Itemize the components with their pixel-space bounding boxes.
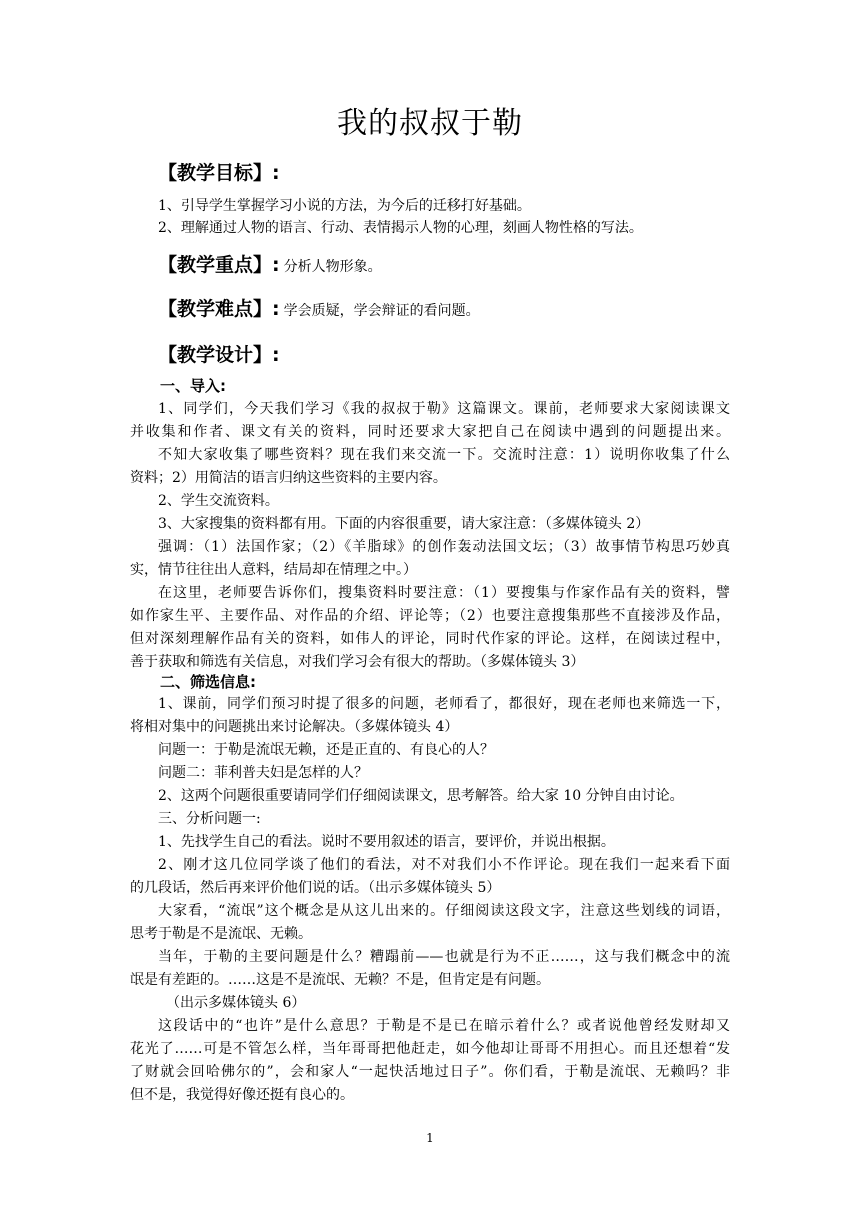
document-title: 我的叔叔于勒: [337, 106, 523, 141]
paragraph-line: 如作家生平、主要作品、对作品的介绍、评论等；（2）也要注意搜集那些不直接涉及作品，: [130, 608, 730, 624]
paragraph-line: 将相对集中的问题挑出来讨论解决。（多媒体镜头 4）: [130, 719, 459, 735]
paragraph-line: 问题二：菲利普夫妇是怎样的人？: [158, 765, 368, 781]
key-point-row: [158, 252, 382, 280]
paragraph-line: 1、课前，同学们预习时提了很多的问题，老师看了，都很好，现在老师也来筛选一下，: [158, 696, 730, 712]
paragraph-line: 善于获取和筛选有关信息，对我们学习会有很大的帮助。（多媒体镜头 3）: [130, 654, 585, 670]
section-2-heading: 二、筛选信息:: [160, 673, 256, 691]
paragraph-line: 思考于勒是不是流氓、无赖。: [130, 926, 312, 942]
paragraph-line: 并收集和作者、课文有关的资料，同时还要求大家把自己在阅读中遇到的问题提出来。: [130, 424, 730, 440]
paragraph-line: 但对深刻理解作品有关的资料，如伟人的评论，同时代作家的评论。这样，在阅读过程中，: [130, 631, 730, 647]
paragraph-line: 的几段话，然后再来评价他们说的话。（出示多媒体镜头 5）: [130, 880, 501, 896]
paragraph-line: 大家看，“流氓”这个概念是从这儿出来的。仔细阅读这段文字，注意这些划线的词语，: [158, 903, 730, 919]
key-point-heading: 【教学重点】:: [158, 254, 280, 276]
section-3-heading: 三、分析问题一:: [158, 811, 261, 827]
paragraph-line: 但不是，我觉得好像还挺有良心的。: [130, 1087, 354, 1103]
paragraph-line: 2、刚才这几位同学谈了他们的看法，对不对我们小不作评论。现在我们一起来看下面: [158, 857, 730, 873]
paragraph-line: 问题一：于勒是流氓无赖，还是正直的、有良心的人？: [158, 742, 494, 758]
paragraph-line: 强调：（1）法国作家；（2）《羊脂球》的创作轰动法国文坛；（3）故事情节构思巧妙真: [158, 539, 730, 555]
paragraph-line: 2、学生交流资料。: [158, 493, 279, 509]
difficulty-row: [158, 296, 480, 324]
paragraph-line: 不知大家收集了哪些资料？现在我们来交流一下。交流时注意：1）说明你收集了什么: [158, 447, 730, 463]
paragraph-line: 1、先找学生自己的看法。说时不要用叙述的语言，要评价，并说出根据。: [158, 834, 615, 850]
paragraph-line: 氓是有差距的。……这是不是流氓、无赖？不是，但肯定是有问题。: [130, 972, 550, 988]
design-heading: 【教学设计】:: [158, 344, 280, 366]
paragraph-line: 3、大家搜集的资料都有用。下面的内容很重要，请大家注意：（多媒体镜头 2）: [158, 516, 650, 532]
difficulty-text: 学会质疑，学会辩证的看问题。: [283, 303, 480, 319]
difficulty-heading: 【教学难点】:: [158, 298, 280, 320]
paragraph-line: 了财就会回哈佛尔的”，会和家人“一起快活地过日子”。你们看，于勒是流氓、无赖吗？非: [130, 1064, 730, 1080]
paragraph-line: 这段话中的“也许”是什么意思？于勒是不是已在暗示着什么？或者说他曾经发财却又: [158, 1018, 730, 1034]
key-point-text: 分析人物形象。: [283, 259, 382, 275]
paragraph-line: 在这里，老师要告诉你们，搜集资料时要注意：（1）要搜集与作家作品有关的资料，譬: [158, 585, 730, 601]
paragraph-line: 1、同学们，今天我们学习《我的叔叔于勒》这篇课文。课前，老师要求大家阅读课文: [158, 401, 730, 417]
section-1-heading: 一、导入:: [160, 377, 226, 395]
page-number: 1: [426, 1131, 434, 1145]
objective-item-1: 1、引导学生掌握学习小说的方法，为今后的迁移打好基础。: [158, 198, 531, 214]
objective-item-2: 2、理解通过人物的语言、行动、表情揭示人物的心理，刻画人物性格的写法。: [158, 220, 643, 236]
paragraph-line: 资料；2）用简洁的语言归纳这些资料的主要内容。: [130, 470, 447, 486]
paragraph-line: 实，情节往往出人意料，结局却在情理之中。）: [130, 562, 417, 578]
objectives-heading: 【教学目标】:: [158, 162, 280, 184]
paragraph-line: （出示多媒体镜头 6）: [166, 995, 306, 1011]
paragraph-line: 当年，于勒的主要问题是什么？糟蹋前——也就是行为不正……，这与我们概念中的流: [158, 949, 730, 965]
paragraph-line: 2、这两个问题很重要请同学们仔细阅读课文，思考解答。给大家 10 分钟自由讨论。: [158, 788, 684, 804]
paragraph-line: 花光了……可是不管怎么样，当年哥哥把他赶走，如今他却让哥哥不用担心。而且还想着“发: [130, 1041, 730, 1057]
